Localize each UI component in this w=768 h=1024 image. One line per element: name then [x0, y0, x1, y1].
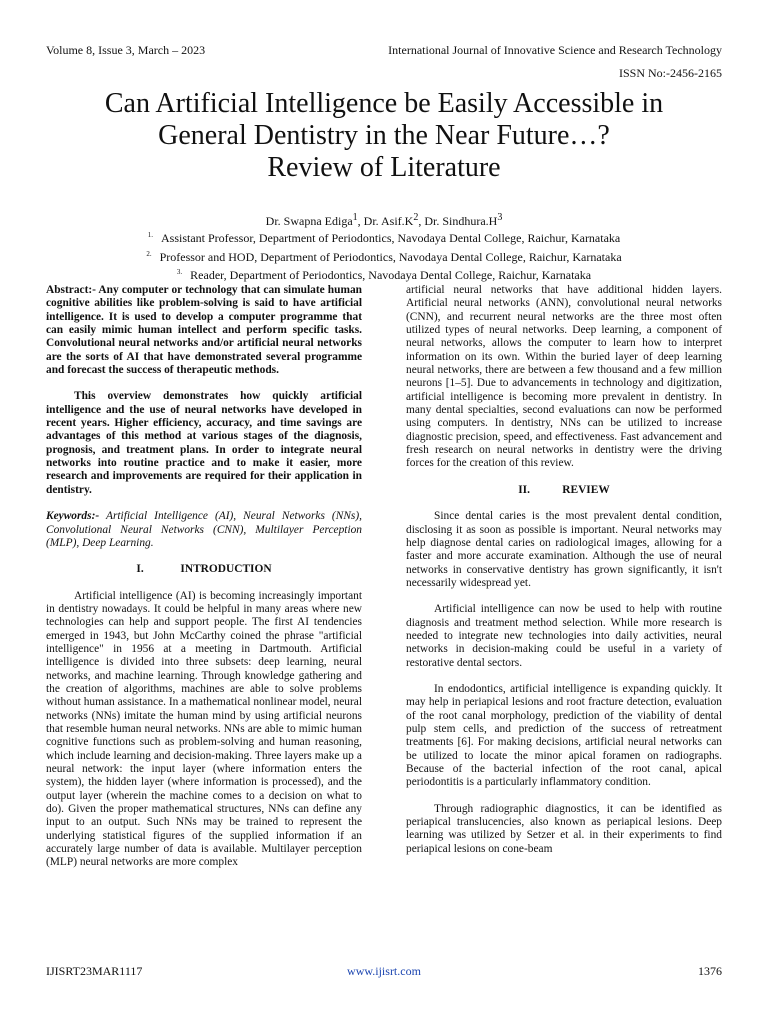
affiliation [40, 247, 728, 266]
author-list [40, 212, 728, 229]
affiliation [40, 265, 728, 284]
affiliation-text: Assistant Professor, Department of Periodontics, Navodaya Dental College, Raichur, Karnataka [161, 231, 621, 245]
author-sep: , [357, 214, 364, 228]
title-line: Review of Literature [267, 152, 501, 183]
section-number: II. [518, 483, 530, 496]
keywords-label: Keywords:- [46, 510, 100, 523]
author-name: Dr. Asif.K [363, 214, 414, 228]
section-heading-introduction [46, 563, 362, 576]
body-paragraph: artificial neural networks that have additional hidden layers. Artificial neural networks (ANN), convolutional neural networks (CNN), and recurrent neural networks are the three most often utilized types of neural networks. Deep learning, a component of neural networks, allows the computer to learn how to interpret information on its own. Within the buried layer of deep learning neural networks, there are between a few thousand and a few million neurons [1–5]. Due to advancements in technology and digitization, artificial intelligence is becoming more prevalent in dentistry. In many dental specialties, second evaluations can now be performed using computers. In dentistry, NNs can be utilized to increase diagnostic precision, speed, and effectiveness. Fast advancement and fresh research on neural networks in dentistry were the driving forces for the creation of this review. [406, 284, 722, 470]
journal-url-link[interactable]: www.ijisrt.com [347, 964, 421, 978]
author-affil-mark: 2 [413, 212, 419, 223]
section-title: INTRODUCTION [180, 563, 272, 576]
author-name: Dr. Sindhura.H [424, 214, 498, 228]
affiliations [40, 228, 728, 284]
body-paragraph: Artificial intelligence can now be used to help with routine diagnosis and treatment method selection. While more research is needed to integrate new technologies into daily activities, neural networks in decision-making could be useful in a variety of restorative dental sectors. [406, 603, 722, 669]
affiliation-number: 1. [147, 231, 153, 239]
section-number: I. [136, 563, 144, 576]
title-line: General Dentistry in the Near Future…? [158, 120, 610, 151]
affiliation-number: 3. [176, 268, 183, 276]
author-affil-mark: 1 [352, 212, 358, 223]
right-column [406, 284, 722, 869]
author-affil-mark: 3 [497, 212, 503, 223]
body-paragraph: Artificial intelligence (AI) is becoming increasingly important in dentistry nowadays. It could be helpful in many areas where new technologies can help and support people. The first AI tendencies emerged in 1943, but John McCarthy coined the phrase "artificial intelligence" in 1956 at a meeting in Dartmouth. Artificial intelligence is divided into three subsets: deep learning, neural networks, and machine learning. Through knowledge gathering and the creation of algorithms, machines are able to solve problems without human assistance. In a mathematical nonlinear model, neural networks (NNs) imitate the human mind by using artificial neurons that resemble human neural networks. NNs are able to mimic human cognitive functions such as problem-solving and human reasoning, which include learning and decision-making. Three layers make up a neural network: the input layer (where information enters the system), the hidden layer (where information is processed), and the output layer (wherein the machine comes to a decision on what to do). Given the proper mathematical structures, NNs can define any input to an output. Such NNs may be trained to represent the underlying statistical figures of the supplied information if an accurately large number of data is available. Multilayer perception (MLP) neural networks are more complex [46, 589, 362, 869]
affiliation-text: Reader, Department of Periodontics, Navodaya Dental College, Raichur, Karnataka [190, 268, 592, 282]
title-line: Can Artificial Intelligence be Easily Accessible in [104, 88, 664, 119]
body-paragraph: Through radiographic diagnostics, it can be identified as periapical translucencies, also known as periapical lesions. Deep learning was utilized by Setzer et al. in their experiments to find periapical lesions on cone-beam [406, 802, 722, 855]
body-paragraph: Since dental caries is the most prevalent dental condition, disclosing it as soon as possible is important. Neural networks may help diagnose dental caries on radiological images, allowing for a faster and more accurate examination. Although the use of neural networks in conservative dentistry has grown significantly, it isn't necessarily widespread yet. [406, 510, 722, 589]
body-paragraph: In endodontics, artificial intelligence is expanding quickly. It may help in periapical lesions and root fracture detection, evaluation of the root canal morphology, prediction of the viability of dental pulp stem cells, and prediction of the success of retreatment treatments [6]. For making decisions, artificial neural networks can be utilized to locate the minor apical foramen on radiographs. Because of the bacterial infection of the root canal, apical periodontitis is a particularly inflammatory condition. [406, 682, 722, 789]
affiliation-text: Professor and HOD, Department of Periodontics, Navodaya Dental College, Raichur, Karnataka [159, 249, 622, 264]
journal-name: International Journal of Innovative Science and Research Technology [388, 43, 722, 57]
section-heading-review [406, 484, 722, 497]
left-column [46, 284, 362, 883]
issn: ISSN No:-2456-2165 [618, 66, 722, 80]
abstract-paragraph: Abstract:- Any computer or technology that can simulate human cognitive abilities like problem-solving is said to have artificial intelligence. It is used to develop a computer programme that can easily mimic human intellect and perform specific tasks. Convolutional neural networks and/or artificial neural networks are the sorts of AI that have demonstrated several programme and forecast the success of therapeutic methods. [46, 284, 362, 377]
author-name: Dr. Swapna Ediga [265, 214, 353, 228]
author-sep: , [418, 214, 425, 228]
paper-id: IJISRT23MAR1117 [46, 964, 143, 978]
keywords [46, 510, 362, 550]
section-title: REVIEW [562, 483, 610, 496]
affiliation-number: 2. [146, 249, 152, 258]
volume-issue: Volume 8, Issue 3, March – 2023 [46, 43, 206, 57]
page-number: 1376 [698, 964, 722, 978]
abstract-paragraph: This overview demonstrates how quickly artificial intelligence and the use of neural networks have developed in recent years. Higher efficiency, accuracy, and time savings are advantages of this method at various stages of the diagnosis, prognosis, and treatment plans. In order to integrate neural networks into routine practice and to make it easier, more research and improvements are required for their application in dentistry. [46, 390, 362, 496]
paper-title [40, 88, 728, 184]
affiliation [40, 228, 728, 247]
keywords-text: Artificial Intelligence (AI), Neural Networks (NNs), Convolutional Neural Networks (CNN), Multilayer Perception (MLP), Deep Learning. [46, 510, 362, 549]
